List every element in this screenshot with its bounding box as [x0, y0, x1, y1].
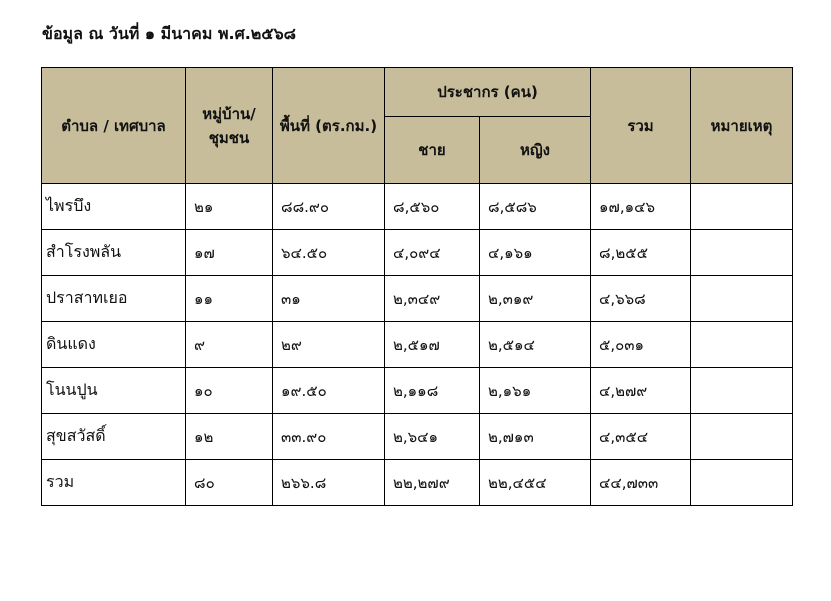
cell-male: ๒๒,๒๗๙	[385, 460, 480, 506]
header-row-main	[42, 68, 793, 117]
cell-villages: ๒๑	[186, 184, 273, 230]
table-row	[42, 414, 793, 460]
cell-total: ๔,๖๖๘	[591, 276, 691, 322]
cell-total: ๘,๒๕๕	[591, 230, 691, 276]
cell-area: ๑๙.๕๐	[273, 368, 385, 414]
cell-remarks	[691, 184, 793, 230]
table-row	[42, 322, 793, 368]
cell-area: ๓๑	[273, 276, 385, 322]
table-row	[42, 368, 793, 414]
cell-female: ๒,๕๑๔	[480, 322, 591, 368]
cell-name: สำโรงพลัน	[42, 230, 186, 276]
cell-total: ๔,๓๕๔	[591, 414, 691, 460]
cell-area: ๖๔.๕๐	[273, 230, 385, 276]
header-subdistrict: ตำบล / เทศบาล	[42, 68, 186, 184]
cell-total: ๑๗,๑๔๖	[591, 184, 691, 230]
cell-villages: ๑๐	[186, 368, 273, 414]
cell-name: โนนปูน	[42, 368, 186, 414]
population-table	[41, 67, 793, 506]
table-row	[42, 276, 793, 322]
header-remarks: หมายเหตุ	[691, 68, 793, 184]
cell-remarks	[691, 414, 793, 460]
header-female: หญิง	[480, 117, 591, 184]
cell-area: ๒๙	[273, 322, 385, 368]
cell-remarks	[691, 276, 793, 322]
table-row	[42, 230, 793, 276]
cell-villages: ๑๑	[186, 276, 273, 322]
cell-villages: ๘๐	[186, 460, 273, 506]
cell-total: ๔,๒๗๙	[591, 368, 691, 414]
cell-remarks	[691, 460, 793, 506]
table-row-total	[42, 460, 793, 506]
cell-total: ๕,๐๓๑	[591, 322, 691, 368]
cell-female: ๒๒,๔๕๔	[480, 460, 591, 506]
cell-area: ๒๖๖.๘	[273, 460, 385, 506]
cell-total: ๔๔,๗๓๓	[591, 460, 691, 506]
cell-name: ปราสาทเยอ	[42, 276, 186, 322]
cell-male: ๒,๖๔๑	[385, 414, 480, 460]
data-date-caption: ข้อมูล ณ วันที่ ๑ มีนาคม พ.ศ.๒๕๖๘	[42, 24, 296, 43]
cell-name: สุขสวัสดิ์	[42, 414, 186, 460]
cell-name: ไพรบึง	[42, 184, 186, 230]
cell-villages: ๑๗	[186, 230, 273, 276]
cell-remarks	[691, 230, 793, 276]
cell-male: ๘,๕๖๐	[385, 184, 480, 230]
cell-male: ๔,๐๙๔	[385, 230, 480, 276]
cell-remarks	[691, 322, 793, 368]
table-row	[42, 184, 793, 230]
cell-female: ๔,๑๖๑	[480, 230, 591, 276]
cell-villages: ๑๒	[186, 414, 273, 460]
cell-villages: ๙	[186, 322, 273, 368]
header-area: พื้นที่ (ตร.กม.)	[273, 68, 385, 184]
cell-remarks	[691, 368, 793, 414]
cell-male: ๒,๕๑๗	[385, 322, 480, 368]
header-population: ประชากร (คน)	[385, 68, 591, 117]
cell-female: ๒,๑๖๑	[480, 368, 591, 414]
cell-female: ๒,๗๑๓	[480, 414, 591, 460]
cell-name: ดินแดง	[42, 322, 186, 368]
header-total: รวม	[591, 68, 691, 184]
cell-female: ๒,๓๑๙	[480, 276, 591, 322]
cell-male: ๒,๓๔๙	[385, 276, 480, 322]
cell-area: ๓๓.๙๐	[273, 414, 385, 460]
cell-name: รวม	[42, 460, 186, 506]
cell-area: ๘๘.๙๐	[273, 184, 385, 230]
header-male: ชาย	[385, 117, 480, 184]
header-villages: หมู่บ้าน/ชุมชน	[186, 68, 273, 184]
cell-female: ๘,๕๘๖	[480, 184, 591, 230]
cell-male: ๒,๑๑๘	[385, 368, 480, 414]
